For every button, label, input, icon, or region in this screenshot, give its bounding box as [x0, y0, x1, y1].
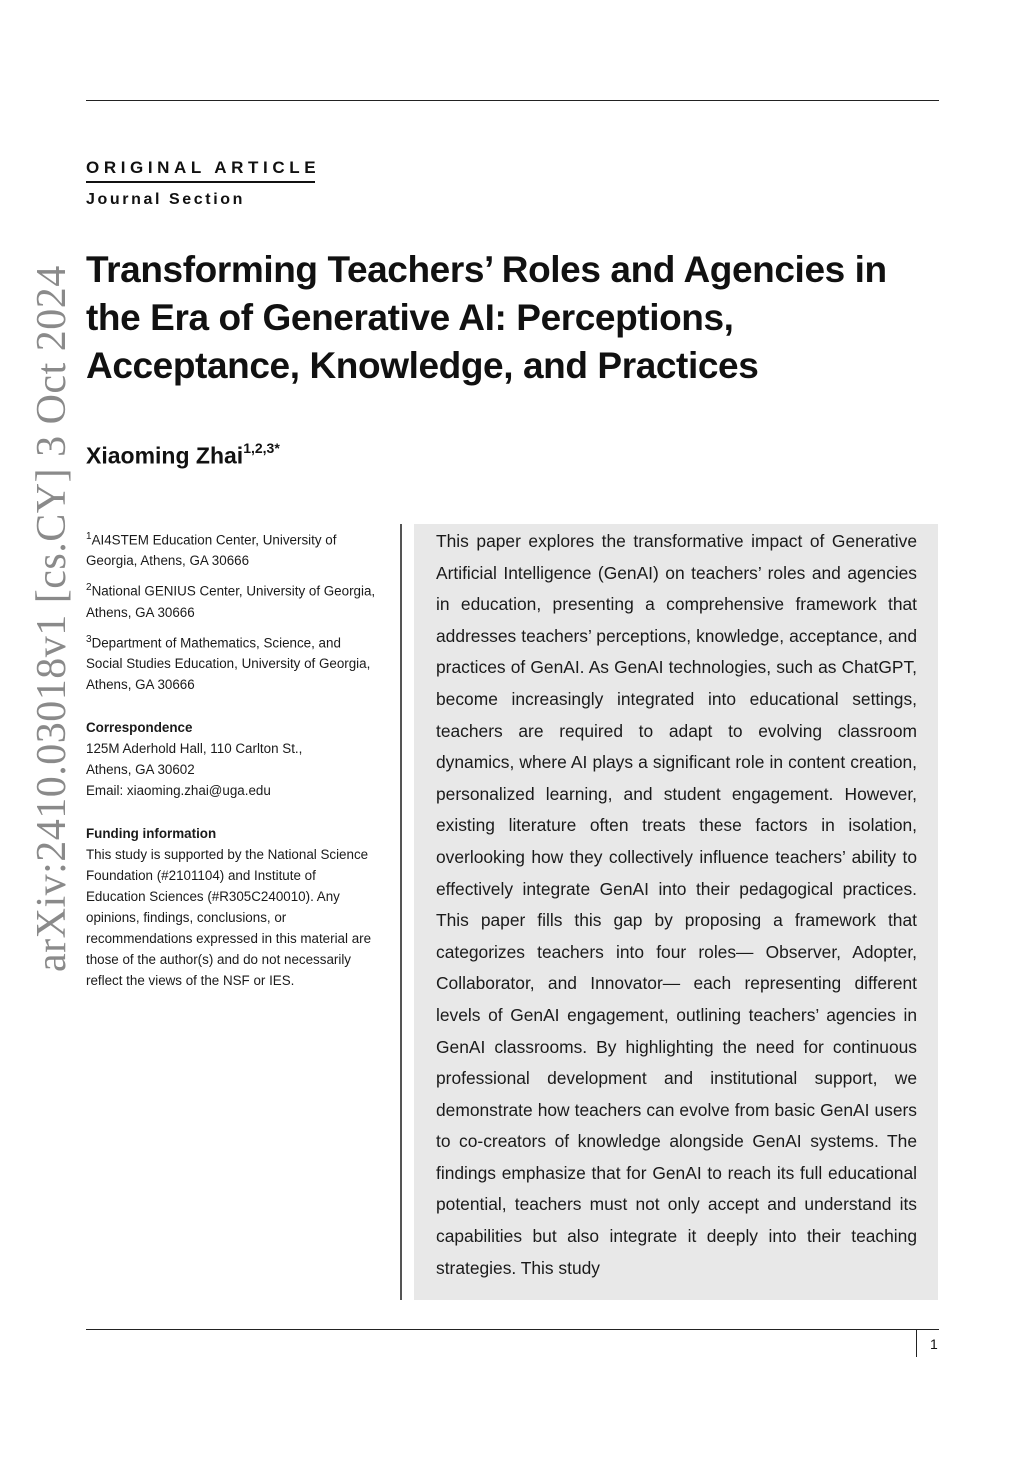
article-type-underline: [86, 181, 315, 183]
affiliation: [86, 526, 376, 571]
affiliation: [86, 577, 376, 622]
paper-title: Transforming Teachers’ Roles and Agencies in the Era of Generative AI: Perceptions, Acceptance, Knowledge, and Practices: [86, 249, 887, 386]
author-marks: 1,2,3*: [243, 440, 280, 456]
affiliation-number: 2: [86, 582, 92, 594]
side-column: [86, 526, 376, 991]
correspondence-address-line2: Athens, GA 30602: [86, 762, 195, 778]
bottom-rule: [86, 1329, 939, 1330]
correspondence-email: Email: xiaoming.zhai@uga.edu: [86, 783, 271, 799]
author-line: [86, 442, 280, 470]
article-type: ORIGINAL ARTICLE: [86, 158, 321, 177]
page-number: 1: [930, 1336, 938, 1352]
abstract-text: This paper explores the transformative impact of Generative Artificial Intelligence (GenAI) on teachers’ roles and agencies in education, presenting a comprehensive framework that addresses teachers’ perceptions, knowledge, acceptance, and practices of GenAI. As GenAI technologies, such as ChatGPT, become increasingly integrated into educational settings, teachers are required to adapt to evolving classroom dynamics, where AI plays a significant role in content creation, personalized learning, and student engagement. However, existing literature often treats these factors in isolation, overlooking how they collectively influence teachers’ ability to effectively integrate GenAI into their pedagogical practices. This paper fills this gap by proposing a framework that categorizes teachers into four roles— Observer, Adopter, Collaborator, and Innovator— each representing different levels of GenAI engagement, outlining teachers’ agencies in GenAI classrooms. By highlighting the need for continuous professional development and institutional support, we demonstrate how teachers can evolve from basic GenAI users to co-creators of knowledge alongside GenAI systems. The findings emphasize that for GenAI to reach its full educational potential, teachers must not only accept and understand its capabilities but also integrate it deeply into their teaching strategies. This study: [436, 531, 917, 1278]
affiliation-text: AI4STEM Education Center, University of Georgia, Athens, GA 30666: [86, 532, 337, 569]
affiliation-number: 3: [86, 633, 92, 645]
affiliation-number: 1: [86, 531, 92, 542]
abstract-left-rule: [400, 524, 402, 1300]
top-rule: [86, 100, 939, 101]
abstract-box: [414, 524, 938, 1300]
affiliation: [86, 629, 376, 695]
affiliation-text: National GENIUS Center, University of Georgia, Athens, GA 30666: [86, 583, 376, 620]
correspondence-heading: Correspondence: [86, 720, 193, 736]
funding-heading: Funding information: [86, 826, 217, 842]
affiliation-text: Department of Mathematics, Science, and Social Studies Education, University of Georgia, Athens, GA 30666: [86, 635, 371, 693]
journal-section: Journal Section: [86, 191, 246, 208]
author-name: Xiaoming Zhai: [86, 442, 244, 469]
arxiv-stamp: arXiv:2410.03018v1 [cs.CY] 3 Oct 2024: [29, 265, 75, 972]
funding-text: This study is supported by the National Science Foundation (#2101104) and Institute of Education Sciences (#R305C240010). Any opinions, findings, conclusions, or recommendations expressed in this material are those of the author(s) and do not necessarily reflect the views of the NSF or IES.: [86, 847, 372, 989]
correspondence-address-line1: 125M Aderhold Hall, 110 Carlton St.,: [86, 741, 303, 757]
footer-separator: [916, 1330, 917, 1357]
